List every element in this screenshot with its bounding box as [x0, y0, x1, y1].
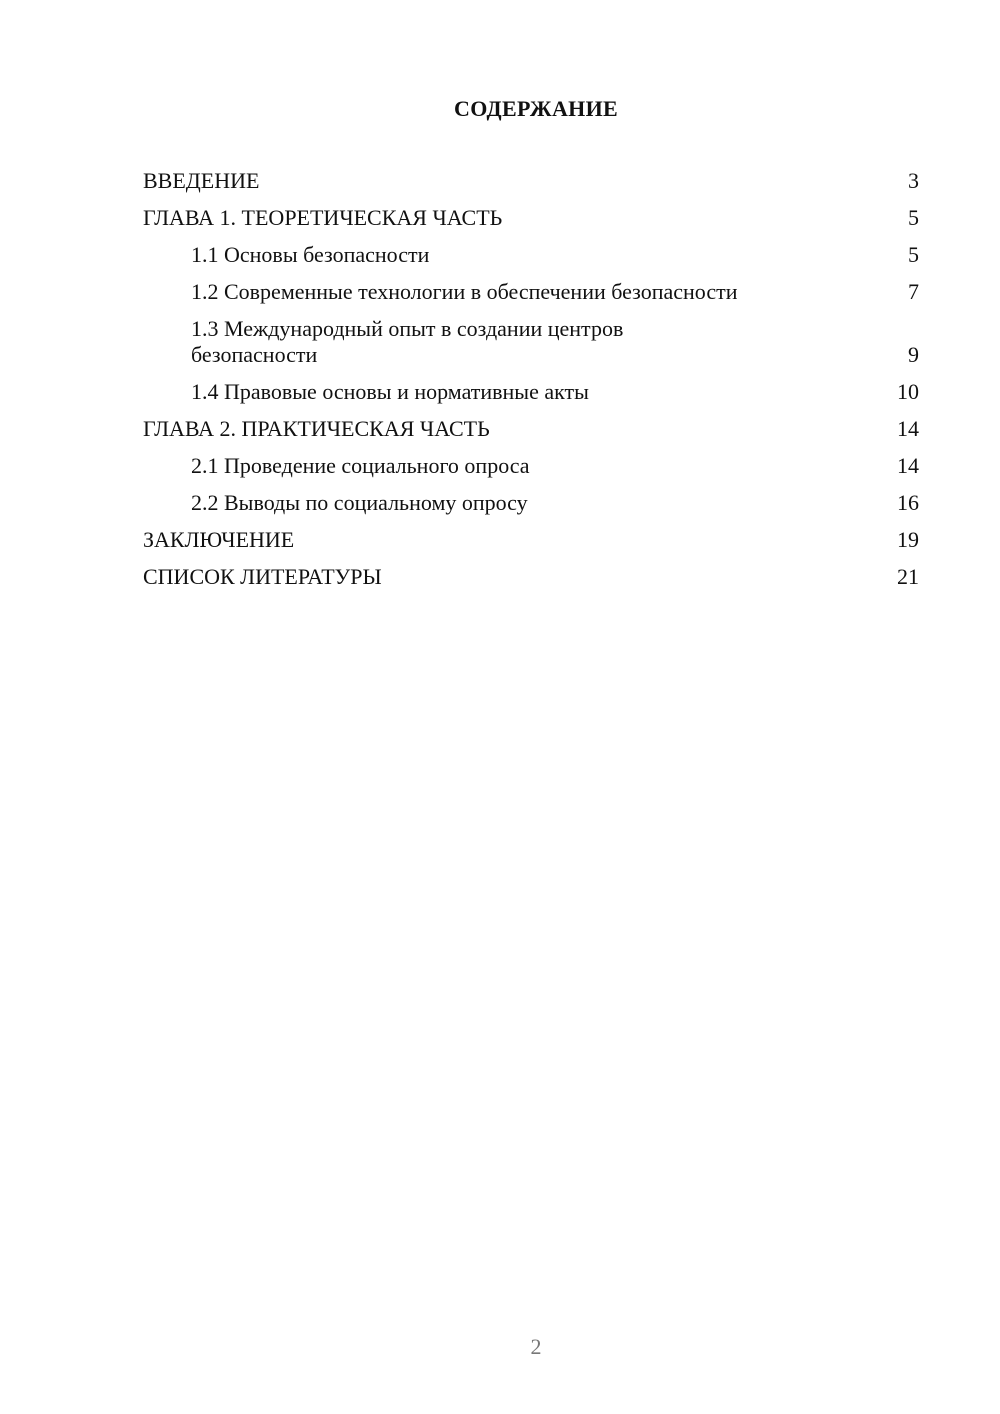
toc-entry-section-2-2: [143, 490, 919, 516]
toc-entry-label: ВВЕДЕНИЕ: [143, 168, 260, 193]
toc-entry-chapter-2: [143, 416, 919, 442]
toc-entry-page: 7: [908, 279, 919, 304]
table-of-contents: [143, 168, 919, 601]
toc-entry-page: 16: [897, 490, 919, 515]
toc-entry-chapter-1: [143, 205, 919, 231]
toc-entry-label: ГЛАВА 2. ПРАКТИЧЕСКАЯ ЧАСТЬ: [143, 416, 490, 441]
toc-entry-page: 14: [897, 416, 919, 441]
toc-entry-introduction: [143, 168, 919, 194]
toc-entry-section-1-4: [143, 379, 919, 405]
toc-entry-page: 19: [897, 527, 919, 552]
toc-entry-label: 2.2 Выводы по социальному опросу: [191, 490, 528, 515]
toc-entry-page: 10: [897, 379, 919, 404]
toc-entry-label: 2.1 Проведение социального опроса: [191, 453, 530, 478]
toc-entry-section-1-1: [143, 242, 919, 268]
toc-entry-label: 1.2 Современные технологии в обеспечении безопасности: [191, 279, 738, 304]
page-number: 2: [530, 1334, 542, 1359]
toc-entry-section-2-1: [143, 453, 919, 479]
toc-entry-label: ГЛАВА 1. ТЕОРЕТИЧЕСКАЯ ЧАСТЬ: [143, 205, 503, 230]
toc-entry-page: 5: [908, 242, 919, 267]
toc-entry-page: 5: [908, 205, 919, 230]
toc-entry-label: 1.3 Международный опыт в создании центров безопасности: [191, 316, 624, 367]
toc-entry-section-1-3: [143, 316, 919, 368]
toc-entry-conclusion: [143, 527, 919, 553]
toc-entry-label: ЗАКЛЮЧЕНИЕ: [143, 527, 295, 552]
toc-entry-page: 3: [908, 168, 919, 193]
toc-entry-page: 9: [908, 342, 919, 367]
toc-entry-label: СПИСОК ЛИТЕРАТУРЫ: [143, 564, 382, 589]
toc-entry-label: 1.4 Правовые основы и нормативные акты: [191, 379, 589, 404]
toc-entry-references: [143, 564, 919, 590]
toc-entry-page: 14: [897, 453, 919, 478]
toc-entry-page: 21: [897, 564, 919, 589]
toc-entry-label: 1.1 Основы безопасности: [191, 242, 430, 267]
toc-entry-section-1-2: [143, 279, 919, 305]
toc-title: СОДЕРЖАНИЕ: [454, 96, 618, 121]
